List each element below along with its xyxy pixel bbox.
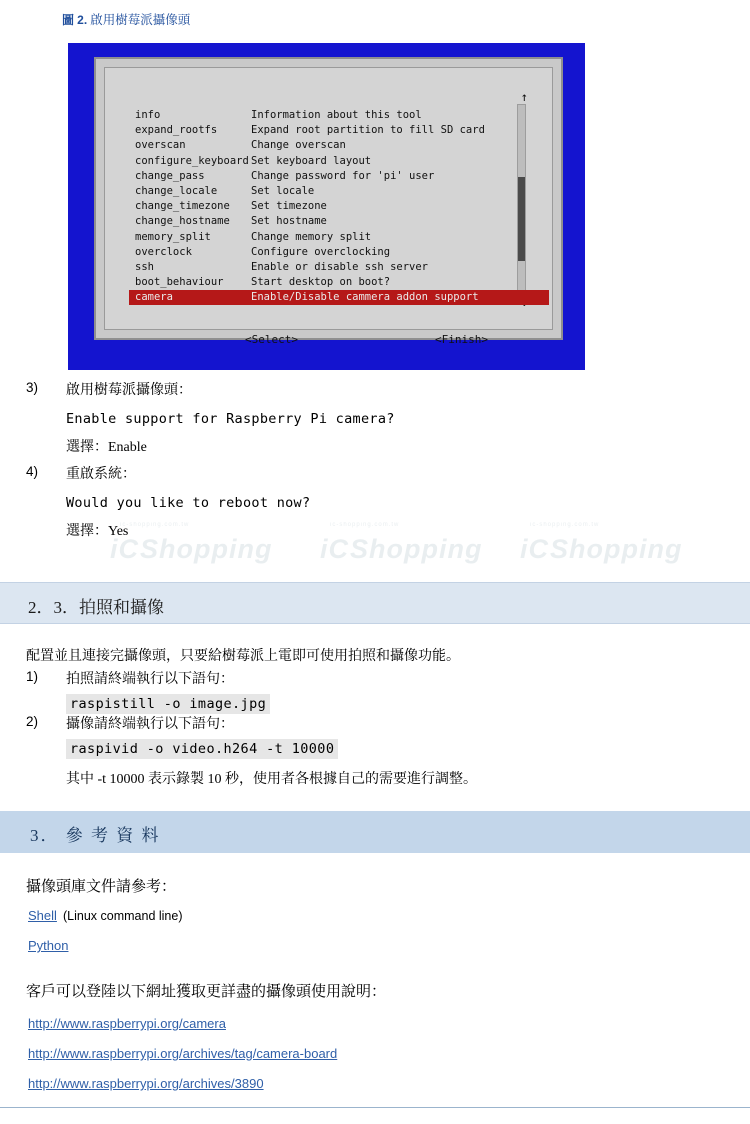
- step-3-title: 啟用樹莓派攝像頭：: [66, 383, 192, 398]
- terminal-screen: [104, 67, 553, 346]
- menu-item-desc: Set keyboard layout: [251, 154, 372, 167]
- watermark-logo-text: Shopping: [140, 534, 273, 564]
- link-archives-3890-url[interactable]: http://www.raspberrypi.org/archives/3890: [28, 1076, 264, 1091]
- watermark-micro-text: ic-shopping.com.tw: [530, 522, 600, 528]
- watermark-micro-text: ic-shopping.com.tw: [330, 522, 400, 528]
- menu-item-desc: Configure overclocking: [251, 245, 391, 258]
- link-python[interactable]: Python: [28, 938, 69, 953]
- menu-item-desc: Change password for 'pi' user: [251, 169, 435, 182]
- watermark-logo-text: Shopping: [550, 534, 683, 564]
- menu-item-desc: Information about this tool: [251, 109, 422, 121]
- scroll-up-arrow-icon[interactable]: ↑: [520, 90, 528, 104]
- menu-item[interactable]: [129, 154, 528, 169]
- finish-button[interactable]: <Finish>: [435, 333, 488, 346]
- item-1-number: 1): [26, 669, 39, 684]
- menu-item-key: change_locale: [135, 184, 218, 197]
- figure-caption-number: 2.: [77, 13, 88, 27]
- menu-item-key: change_pass: [135, 169, 205, 182]
- menu-item-key: configure_keyboard: [135, 154, 249, 167]
- item-1-code: raspistill -o image.jpg: [66, 694, 270, 714]
- step-3-choice: 選擇：Enable: [66, 440, 147, 455]
- link-shell[interactable]: Shell: [28, 908, 57, 923]
- menu-item-key: boot_behaviour: [135, 276, 224, 289]
- menu-item[interactable]: [129, 123, 528, 138]
- section-3-lead: 攝像頭庫文件請參考：: [26, 879, 177, 895]
- watermark-micro-text: ic-shopping.com.tw: [120, 522, 190, 528]
- menu-item-desc: Change memory split: [251, 230, 372, 243]
- menu-item[interactable]: [129, 260, 528, 275]
- step-4-title: 重啟系統：: [66, 467, 136, 482]
- figure-caption-label: 圖: [62, 13, 75, 27]
- section-2-3-title: 2．3．拍照和攝像: [28, 598, 164, 617]
- menu-item-desc: Set hostname: [251, 215, 327, 228]
- item-2-code: raspivid -o video.h264 -t 10000: [66, 739, 338, 759]
- menu-item-desc: Expand root partition to fill SD card: [251, 124, 485, 137]
- watermark-logo-prefix: iC: [520, 534, 549, 564]
- item-2-number: 2): [26, 714, 39, 729]
- watermark-logo-prefix: iC: [110, 534, 139, 564]
- menu-item[interactable]: [129, 214, 528, 229]
- menu-item-camera-selected[interactable]: [129, 290, 549, 305]
- section-3-lead2: 客戶可以登陸以下網址獲取更詳盡的攝像頭使用說明：: [26, 984, 387, 1000]
- menu-item-desc: Change overscan: [251, 139, 346, 152]
- link-camera-board-url[interactable]: http://www.raspberrypi.org/archives/tag/camera-board: [28, 1046, 338, 1061]
- section-3-band: [0, 811, 750, 853]
- section-3-title: 3． 參 考 資 料: [30, 826, 161, 845]
- menu-item-key: expand_rootfs: [135, 124, 218, 137]
- figure-caption: [62, 10, 190, 28]
- select-button[interactable]: <Select>: [245, 333, 298, 346]
- menu-item[interactable]: [129, 199, 528, 214]
- menu-item[interactable]: [129, 138, 528, 153]
- terminal-window: [94, 57, 563, 346]
- step-4-choice: 選擇：Yes: [66, 524, 129, 539]
- link-shell-suffix: (Linux command line): [63, 909, 183, 923]
- step-4-number: 4): [26, 464, 39, 479]
- menu-item-key: memory_split: [135, 230, 211, 243]
- menu-item-desc: Start desktop on boot?: [251, 276, 391, 289]
- menu-item[interactable]: [129, 184, 528, 199]
- menu-item-desc: Enable/Disable cammera addon support: [251, 291, 479, 304]
- menu-item[interactable]: [129, 230, 528, 245]
- menu-item-key: overscan: [135, 139, 186, 152]
- menu-item-desc: Enable or disable ssh server: [251, 260, 429, 273]
- menu-item-key: change_timezone: [135, 200, 230, 213]
- watermark-logo-prefix: iC: [320, 534, 349, 564]
- footer-divider: [0, 1107, 750, 1108]
- step-4-code: Would you like to reboot now?: [66, 495, 311, 511]
- menu-item-key: overclock: [135, 245, 192, 258]
- link-camera-url[interactable]: http://www.raspberrypi.org/camera: [28, 1016, 226, 1031]
- section-2-3-note: 其中 -t 10000 表示錄製 10 秒，使用者各根據自己的需要進行調整。: [66, 772, 478, 787]
- menu-item[interactable]: [129, 275, 528, 290]
- menu-item-key: camera: [135, 291, 173, 304]
- menu-item[interactable]: [129, 108, 528, 123]
- step-3-number: 3): [26, 380, 39, 395]
- raspi-config-screenshot: [68, 43, 585, 370]
- menu-item[interactable]: [129, 245, 528, 260]
- menu-item-desc: Set locale: [251, 184, 315, 197]
- config-menu-list: [129, 108, 528, 305]
- menu-item-key: change_hostname: [135, 215, 230, 228]
- item-1-label: 拍照請終端執行以下語句：: [66, 672, 234, 687]
- watermark-logo-text: Shopping: [350, 534, 483, 564]
- watermark-group: [110, 520, 683, 580]
- menu-item-key: ssh: [135, 260, 154, 273]
- section-2-3-intro: 配置並且連接完攝像頭，只要給樹莓派上電即可使用拍照和攝像功能。: [26, 649, 460, 664]
- section-2-3-band: [0, 582, 750, 624]
- figure-caption-text: 啟用樹莓派攝像頭: [90, 13, 191, 27]
- menu-item-desc: Set timezone: [251, 200, 327, 213]
- step-3-code: Enable support for Raspberry Pi camera?: [66, 411, 395, 427]
- menu-item-key: info: [135, 109, 161, 121]
- menu-item[interactable]: [129, 169, 528, 184]
- item-2-label: 攝像請終端執行以下語句：: [66, 717, 234, 732]
